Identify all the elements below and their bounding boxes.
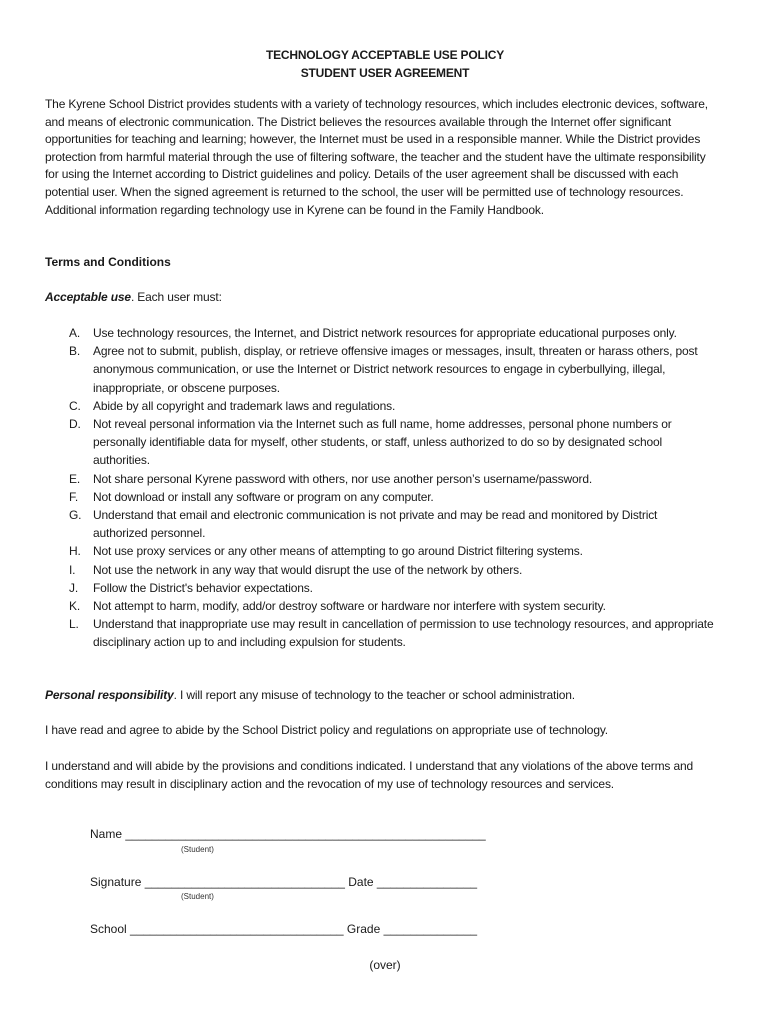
rule-item: L. Understand that inappropriate use may result in cancellation of permission to use technology resources, and appropriate disciplinary action up to and including expulsion for students. <box>69 617 714 650</box>
acceptable-use-paragraph <box>45 289 713 307</box>
document-title: TECHNOLOGY ACCEPTABLE USE POLICY <box>265 48 505 62</box>
acceptable-use-text: . Each user must: <box>130 290 222 304</box>
signature-date-field[interactable]: Signature ______________________________ Date _______________ <box>90 875 478 889</box>
rule-item: F. Not download or install any software or program on any computer. <box>69 489 434 504</box>
acceptable-use-label: Acceptable use <box>45 290 131 304</box>
student-name-field[interactable]: Name ______________________________________________________ <box>90 827 486 841</box>
read-agree-paragraph: I have read and agree to abide by the School District policy and regulations on appropriate use of technology. <box>45 723 608 737</box>
school-grade-field[interactable]: School ________________________________ Grade ______________ <box>90 922 478 936</box>
rule-item: C. Abide by all copyright and trademark laws and regulations. <box>69 398 396 413</box>
terms-heading: Terms and Conditions <box>45 255 171 269</box>
rule-item: H. Not use proxy services or any other means of attempting to go around District filtering systems. <box>69 544 583 559</box>
intro-paragraph: The Kyrene School District provides students with a variety of technology resources, which includes electronic devices, software, and means of electronic communication. The District believes the resources available through the Internet offer significant opportunities for teaching and learning; however, the Internet must be used in a responsible manner. While the District provides protection from harmful material through the use of filtering software, the teacher and the student have the ultimate responsibility for using the Internet according to District guidelines and policy. Details of the user agreement shall be discussed with each potential user. When the signed agreement is returned to the school, the user will be permitted use of technology resources. Additional information regarding technology use in Kyrene can be found in the Family Handbook. <box>45 97 708 217</box>
rule-item: I. Not use the network in any way that would disrupt the use of the network by others. <box>69 562 523 577</box>
personal-responsibility-text: . I will report any misuse of technology to the teacher or school administration. <box>173 688 575 702</box>
rule-item: E. Not share personal Kyrene password with others, nor use another person’s username/password. <box>69 471 593 486</box>
rule-item: D. Not reveal personal information via the Internet such as full name, home addresses, personal phone numbers or personally identifiable data for myself, other students, or staff, unless authorized to do so by designated school authorities. <box>69 417 672 468</box>
personal-responsibility-paragraph <box>45 687 713 705</box>
personal-responsibility-label: Personal responsibility <box>45 688 174 702</box>
rule-item: J. Follow the District's behavior expectations. <box>69 580 313 595</box>
document-subtitle: STUDENT USER AGREEMENT <box>300 66 470 80</box>
rule-item: A. Use technology resources, the Internet, and District network resources for appropriate educational purposes only. <box>69 326 677 340</box>
rule-item: K. Not attempt to harm, modify, add/or destroy software or hardware nor interfere with system security. <box>69 599 606 614</box>
understand-paragraph: I understand and will abide by the provisions and conditions indicated. I understand that any violations of the above terms and conditions may result in disciplinary action and the revocation of my use of technology resources and services. <box>45 759 694 791</box>
rule-item: B. Agree not to submit, publish, display, or retrieve offensive images or messages, insult, threaten or harass others, post anonymous communication, or use the Internet or District network resources to engage in cyberbullying, illegal, inappropriate, or obscene purposes. <box>69 344 698 395</box>
student-name-caption: (Student) <box>181 845 214 854</box>
page-footer: (over) <box>369 958 401 972</box>
rule-item: G. Understand that email and electronic communication is not private and may be read and monitored by District authorized personnel. <box>69 508 658 541</box>
signature-caption: (Student) <box>181 892 214 901</box>
rules-list <box>69 324 714 652</box>
